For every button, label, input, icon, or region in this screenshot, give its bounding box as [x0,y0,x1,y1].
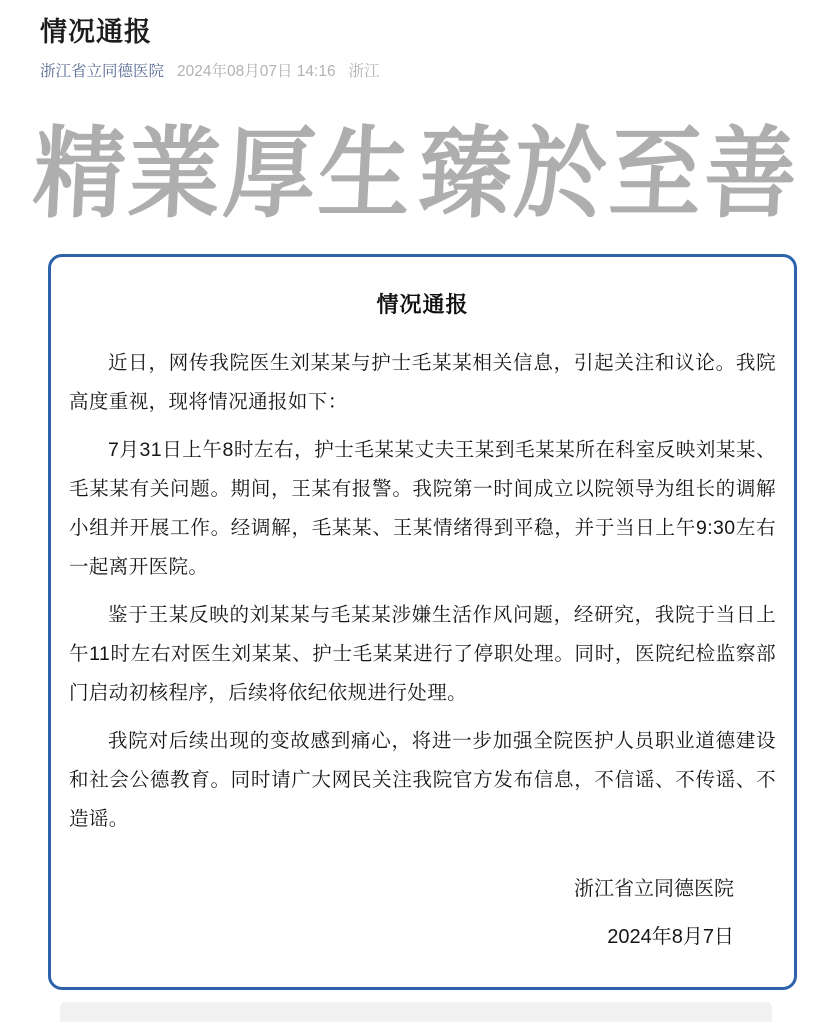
notice-paragraph-4: 我院对后续出现的变故感到痛心，将进一步加强全院医护人员职业道德建设和社会公德教育。同时请广大网民关注我院官方发布信息，不信谣、不传谣、不造谣。 [69,730,776,830]
byline [40,61,832,82]
notice-box [48,254,797,990]
motto-left: 精業厚生 [30,115,417,232]
publisher-link[interactable]: 浙江省立同德医院 [40,63,165,80]
signature-org: 浙江省立同德医院 [574,878,734,900]
page-title: 情况通报 [40,17,152,47]
signature-block [69,865,776,961]
hospital-motto-calligraphy [30,103,803,232]
publish-region: 浙江 [348,63,380,80]
notice-title: 情况通报 [376,292,469,317]
signature-date: 2024年8月7日 [607,926,734,948]
motto-right: 臻於至善 [416,115,803,232]
notice-paragraph-1: 近日，网传我院医生刘某某与护士毛某某相关信息，引起关注和议论。我院高度重视，现将情况通报如下： [69,352,776,413]
notice-paragraph-3: 鉴于王某反映的刘某某与毛某某涉嫌生活作风问题，经研究，我院于当日上午11时左右对医生刘某某、护士毛某某进行了停职处理。同时，医院纪检监察部门启动初核程序，后续将依纪依规进行处理。 [69,604,776,704]
notice-paragraph-2: 7月31日上午8时左右，护士毛某某丈夫王某到毛某某所在科室反映刘某某、毛某某有关问题。期间，王某有报警。我院第一时间成立以院领导为组长的调解小组并开展工作。经调解，毛某某、王某情绪得到平稳，并于当日上午9:30左右一起离开医院。 [69,439,776,578]
publish-datetime: 2024年08月07日 14:16 [177,63,336,80]
next-content-edge [60,1002,772,1022]
